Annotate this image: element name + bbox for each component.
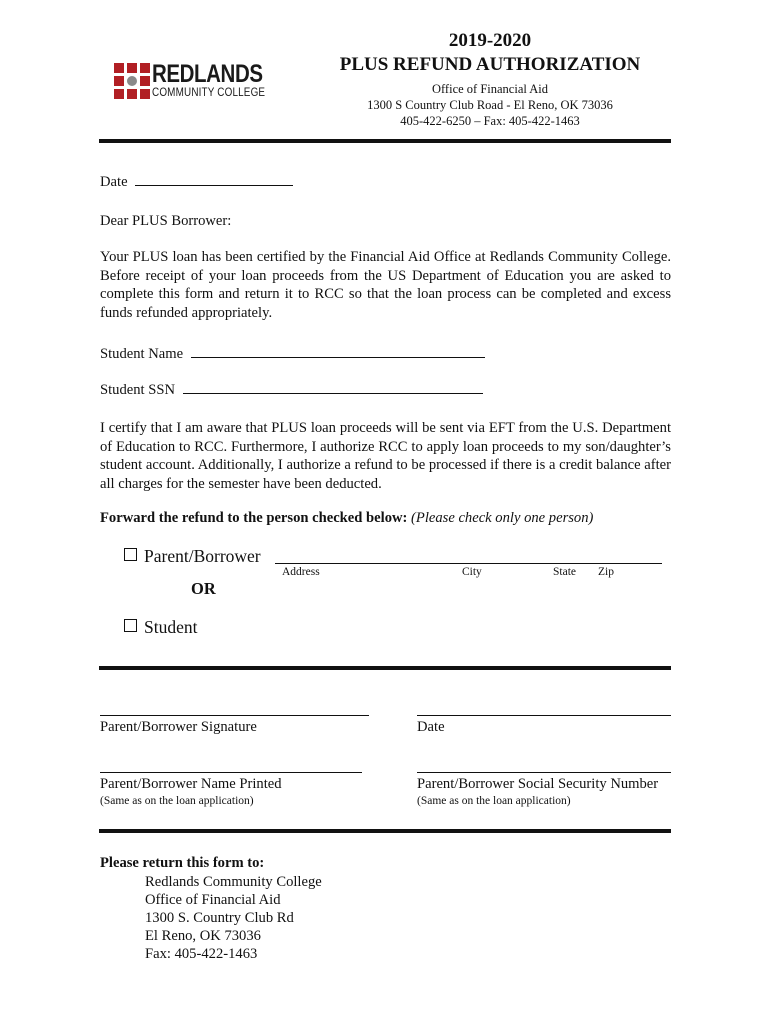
parent-ssn-note: (Same as on the loan application) xyxy=(417,795,571,807)
college-logo xyxy=(114,62,264,102)
office-name: Office of Financial Aid xyxy=(431,82,549,96)
city-caption: City xyxy=(462,566,482,578)
return-line: 1300 S. Country Club Rd xyxy=(145,910,294,926)
student-checkbox[interactable] xyxy=(124,619,137,632)
return-line: El Reno, OK 73036 xyxy=(145,928,261,944)
form-year: 2019-2020 xyxy=(448,30,532,51)
date-blank[interactable] xyxy=(135,171,293,186)
option-student[interactable] xyxy=(124,617,197,638)
signature-date-line[interactable] xyxy=(417,715,671,716)
signature-date-label: Date xyxy=(417,719,445,735)
office-address: 1300 S Country Club Road - El Reno, OK 73036 xyxy=(367,98,613,112)
student-ssn-label: Student SSN xyxy=(100,382,176,398)
student-name-label: Student Name xyxy=(100,346,184,362)
forward-instruction xyxy=(100,510,593,527)
student-name-blank[interactable] xyxy=(191,343,485,358)
address-caption: Address xyxy=(282,566,320,578)
parent-address-blank[interactable] xyxy=(275,547,662,564)
header-divider xyxy=(99,139,671,143)
logo-subtitle: COMMUNITY COLLEGE xyxy=(152,87,266,99)
student-name-field[interactable] xyxy=(100,343,485,363)
student-ssn-field[interactable] xyxy=(100,379,483,399)
certify-paragraph: I certify that I am aware that PLUS loan proceeds will be sent via EFT from the U.S. Department of Education to RCC. Furthermore, I authorize RCC to apply loan proceeds to my son/daughter’s student account. Additionally, I authorize a refund to be processed if there is a credit balance after all charges for the semester have been deducted. xyxy=(100,420,671,492)
zip-caption: Zip xyxy=(598,566,614,578)
student-ssn-blank[interactable] xyxy=(183,379,483,394)
name-printed-line[interactable] xyxy=(100,772,362,773)
form-title: PLUS REFUND AUTHORIZATION xyxy=(339,54,641,75)
state-caption: State xyxy=(553,566,576,578)
return-line: Redlands Community College xyxy=(145,874,322,890)
parent-label: Parent/Borrower xyxy=(144,546,261,566)
forward-bold: Forward the refund to the person checked below: xyxy=(100,510,408,526)
date-label: Date xyxy=(100,174,128,190)
date-field[interactable] xyxy=(100,171,293,191)
or-label: OR xyxy=(191,579,216,598)
name-printed-note: (Same as on the loan application) xyxy=(100,795,254,807)
parent-signature-label: Parent/Borrower Signature xyxy=(100,719,257,735)
student-label: Student xyxy=(144,617,198,637)
return-line: Fax: 405-422-1463 xyxy=(145,946,258,962)
parent-ssn-label: Parent/Borrower Social Security Number xyxy=(417,776,659,792)
logo-mark-icon xyxy=(114,63,150,99)
parent-checkbox[interactable] xyxy=(124,548,137,561)
return-heading: Please return this form to: xyxy=(100,855,265,871)
section-divider xyxy=(99,666,671,670)
logo-name: REDLANDS xyxy=(152,60,263,88)
return-line: Office of Financial Aid xyxy=(145,892,281,908)
greeting: Dear PLUS Borrower: xyxy=(100,213,232,229)
intro-paragraph: Your PLUS loan has been certified by the Financial Aid Office at Redlands Community College. Before receipt of your loan proceeds from the US Department of Education you are asked to complete this form and return it to RCC so that the loan process can be completed and excess funds refunded appropriately. xyxy=(100,249,671,321)
name-printed-label: Parent/Borrower Name Printed xyxy=(100,776,282,792)
footer-divider xyxy=(99,829,671,833)
parent-signature-line[interactable] xyxy=(100,715,369,716)
parent-ssn-line[interactable] xyxy=(417,772,671,773)
office-contact: 405-422-6250 – Fax: 405-422-1463 xyxy=(400,114,580,128)
option-parent[interactable] xyxy=(124,546,261,567)
forward-italic: (Please check only one person) xyxy=(411,510,594,526)
